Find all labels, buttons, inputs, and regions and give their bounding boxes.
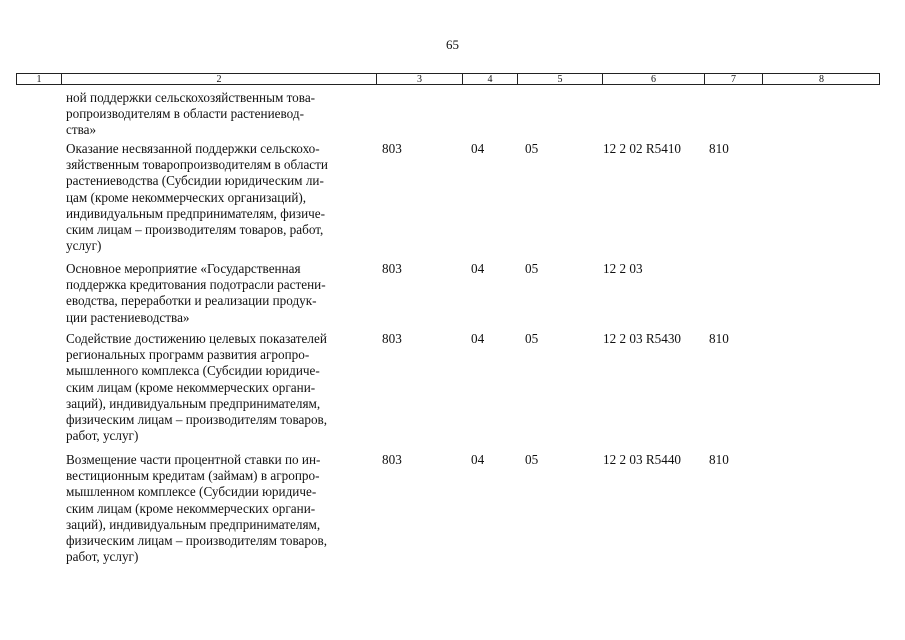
- row-name: Возмещение части процентной ставки по ин- вестиционным кредитам (займам) в агропро- мышленном комплексе (Субсидии юридиче- ским лицам (кроме некоммерческих органи- заций), индивидуальным предпринимателям, физическим лицам – производителям товаров, работ, услуг): [66, 452, 328, 565]
- row-col-6: 12 2 03 R5430: [603, 331, 682, 346]
- header-col-7: 7: [705, 74, 763, 85]
- row-col-5: 05: [525, 452, 539, 467]
- header-col-3: 3: [377, 74, 463, 85]
- row-col-5: 05: [525, 141, 539, 156]
- header-col-4: 4: [463, 74, 518, 85]
- row-col-4: 04: [471, 141, 485, 156]
- row-col-3: 803: [382, 261, 402, 276]
- row-col-4: 04: [471, 331, 485, 346]
- row-col-7: 810: [709, 141, 729, 156]
- row-col-5: 05: [525, 331, 539, 346]
- row-name: Основное мероприятие «Государственная поддержка кредитования подотрасли растени- еводства, переработки и реализации продук- ции растениеводства»: [66, 261, 326, 325]
- header-col-8: 8: [819, 74, 824, 85]
- header-col-5: 5: [518, 74, 603, 85]
- table-header: [16, 73, 880, 85]
- row-col-3: 803: [382, 331, 402, 346]
- row-name: Оказание несвязанной поддержки сельскохо- зяйственным товаропроизводителям в области растениеводства (Субсидии юридическим ли- цам (кроме некоммерческих организаций), индивидуальным предпринимателям, физиче- ским лицам – производителям товаров, работ, услуг): [66, 141, 328, 254]
- row-col-6: 12 2 02 R5410: [603, 141, 682, 156]
- row-col-6: 12 2 03: [603, 261, 643, 276]
- row-col-7: 810: [709, 452, 729, 467]
- row-col-3: 803: [382, 452, 402, 467]
- row-name: Содействие достижению целевых показателей региональных программ развития агропро- мышленного комплекса (Субсидии юридиче- ским лицам (кроме некоммерческих органи- заций), индивидуальным предпринимателям, физическим лицам – производителям товаров, работ, услуг): [66, 331, 328, 444]
- row-col-4: 04: [471, 261, 485, 276]
- header-col-2: 2: [62, 74, 377, 85]
- row-col-4: 04: [471, 452, 485, 467]
- header-col-6: 6: [603, 74, 705, 85]
- row-col-6: 12 2 03 R5440: [603, 452, 682, 467]
- row-col-5: 05: [525, 261, 539, 276]
- row-col-3: 803: [382, 141, 402, 156]
- row-name: ной поддержки сельскохозяйственным това- ропроизводителям в области растениевод- ства»: [66, 90, 316, 138]
- row-col-7: 810: [709, 331, 729, 346]
- header-col-1: 1: [17, 74, 62, 85]
- page-number: 65: [446, 37, 459, 52]
